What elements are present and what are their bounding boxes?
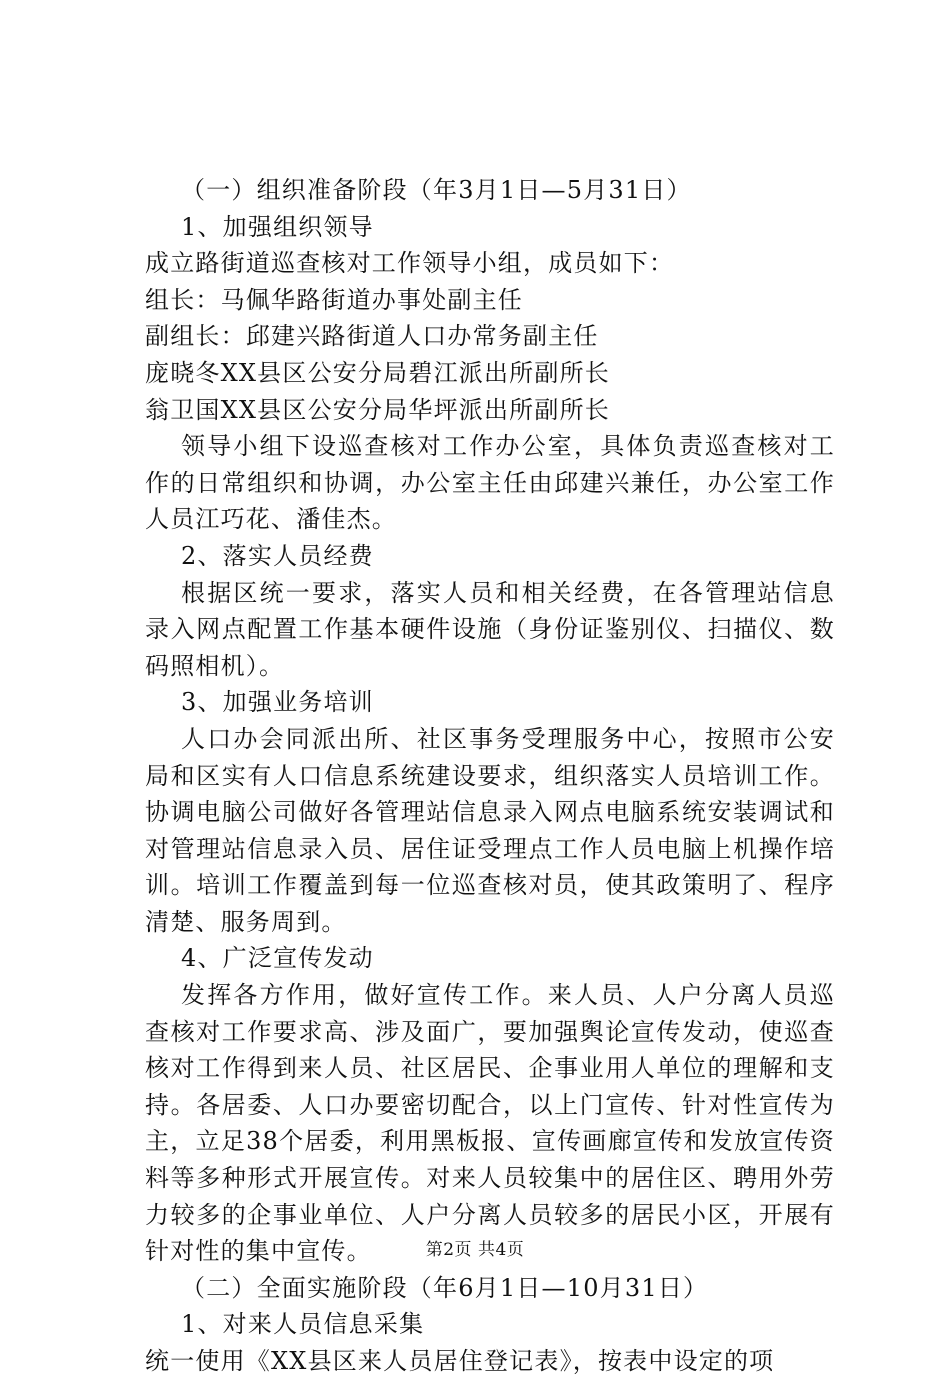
paragraph: （二）全面实施阶段（年6月1日—10月31日） [181, 1273, 709, 1302]
paragraph: 根据区统一要求，落实人员和相关经费，在各管理站信息录入网点配置工作基本硬件设施（身份证鉴别仪、扫描仪、数码照相机）。 [145, 578, 835, 680]
paragraph: 成立路街道巡查核对工作领导小组，成员如下： [145, 249, 675, 278]
paragraph: 人口办会同派出所、社区事务受理服务中心，按照市公安局和区实有人口信息系统建设要求，组织落实人员培训工作。协调电脑公司做好各管理站信息录入网点电脑系统安装调试和对管理站信息录入员、居住证受理点工作人员电脑上机操作培训。培训工作覆盖到每一位巡查核对员，使其政策明了、程序清楚、服务周到。 [145, 724, 835, 936]
page-footer: 第2页 共4页 [425, 1240, 525, 1260]
paragraph: 统一使用《XX县区来人员居住登记表》，按表中设定的项 [145, 1347, 775, 1375]
paragraph: （一）组织准备阶段（年3月1日—5月31日） [181, 176, 692, 204]
paragraph: 庞晓冬XX县区公安分局碧江派出所副所长 [145, 358, 610, 387]
paragraph: 1、加强组织领导 [181, 212, 374, 241]
paragraph: 3、加强业务培训 [181, 688, 374, 717]
paragraph: 4、广泛宣传发动 [181, 944, 374, 973]
paragraph: 副组长：邱建兴路街道人口办常务副主任 [145, 322, 599, 351]
document-body [145, 172, 835, 1380]
paragraph: 领导小组下设巡查核对工作办公室，具体负责巡查核对工作的日常组织和协调，办公室主任由邱建兴兼任，办公室工作人员江巧花、潘佳杰。 [145, 432, 835, 534]
paragraph: 1、对来人员信息采集 [181, 1310, 425, 1339]
paragraph: 翁卫国XX县区公安分局华坪派出所副所长 [145, 395, 610, 424]
paragraph: 发挥各方作用，做好宣传工作。来人员、人户分离人员巡查核对工作要求高、涉及面广，要加强舆论宣传发动，使巡查核对工作得到来人员、社区居民、企事业用人单位的理解和支持。各居委、人口办要密切配合，以上门宣传、针对性宣传为主，立足38个居委，利用黑板报、宣传画廊宣传和发放宣传资料等多种形式开展宣传。对来人员较集中的居住区、聘用外劳力较多的企事业单位、人户分离人员较多的居民小区，开展有针对性的集中宣传。 [145, 981, 835, 1266]
paragraph: 2、落实人员经费 [181, 541, 374, 570]
paragraph: 组长：马佩华路街道办事处副主任 [145, 285, 523, 314]
